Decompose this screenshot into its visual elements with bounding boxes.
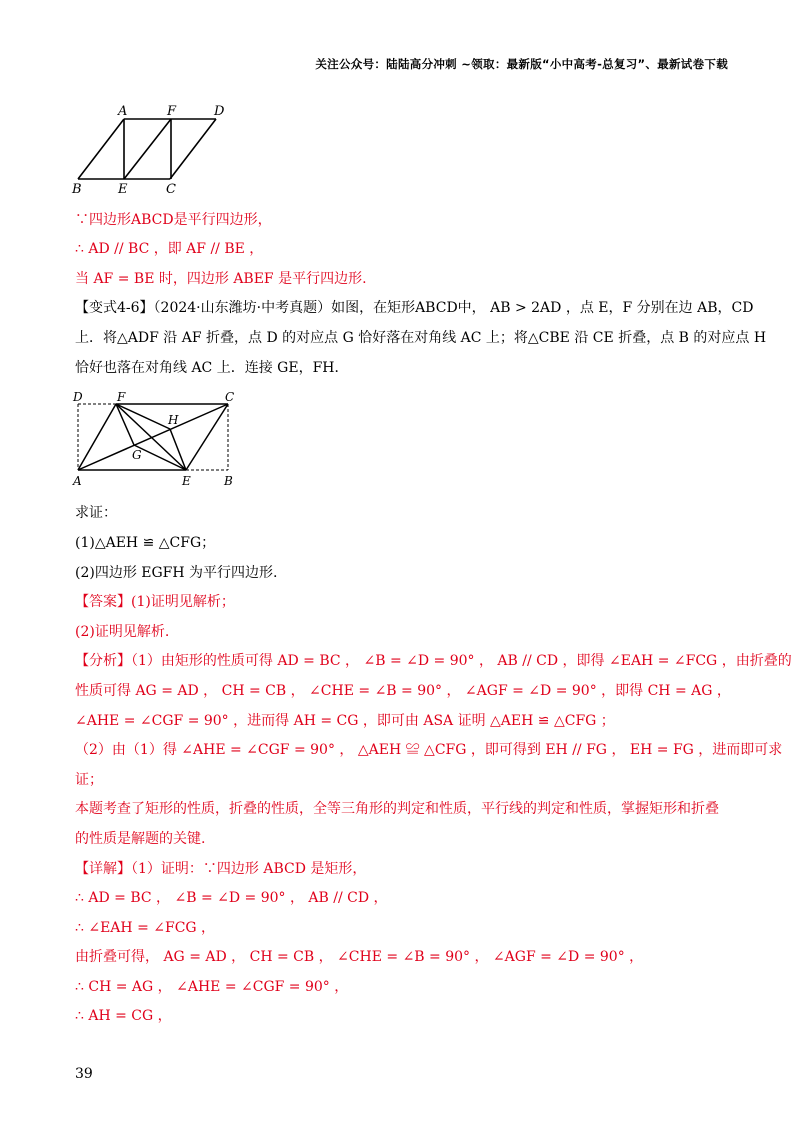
figure-parallelogram: [70, 100, 240, 195]
detail-line-6: ∴ AH = CG ，: [75, 1008, 172, 1024]
answer-line-1: 【答案】(1)证明见解析；: [75, 594, 235, 610]
detail-line-2: ∴ AD = BC ， ∠B = ∠D = 90° ， AB // CD ，: [75, 890, 388, 906]
detail-line-1: 【详解】（1）证明：∵四边形 ABCD 是矩形，: [75, 861, 367, 877]
figure-rectangle-fold: [68, 388, 248, 488]
detail-line-3: ∴ ∠EAH = ∠FCG ，: [75, 920, 216, 936]
label-A: A: [118, 104, 128, 119]
label-C: C: [166, 182, 176, 195]
analysis-line-7: 的性质是解题的关键.: [75, 831, 206, 847]
label-D: D: [214, 104, 225, 119]
label-F: F: [117, 390, 126, 404]
analysis-line-5: 证；: [75, 772, 103, 788]
analysis-line-3: ∠AHE = ∠CGF = 90° ，进而得 AH = CG ，即可由 ASA 证明 △AEH ≌ △CFG ；: [75, 713, 615, 729]
problem-line-3: 恰好也落在对角线 AC 上．连接 GE，FH．: [75, 360, 349, 376]
intro-line-3: 当 AF = BE 时，四边形 ABEF 是平行四边形.: [75, 271, 367, 287]
page-number: 39: [75, 1066, 93, 1082]
label-E: E: [182, 474, 191, 488]
intro-line-1: ∵四边形ABCD是平行四边形，: [75, 212, 272, 228]
analysis-line-4: （2）由（1）得 ∠AHE = ∠CGF = 90° ， △AEH ≌ △CFG ，即可得到 EH // FG ， EH = FG ，进而即可求: [75, 742, 783, 758]
problem-text-1: （2024·山东潍坊·中考真题）如图，在矩形ABCD中， AB > 2AD ，点 E，F 分别在边 AB，CD: [153, 300, 754, 316]
prove-part-1: (1)△AEH ≌ △CFG；: [75, 535, 216, 551]
analysis-line-2: 性质可得 AG = AD ， CH = CB ， ∠CHE = ∠B = 90° ， ∠AGF = ∠D = 90° ，即得 CH = AG ，: [75, 683, 731, 699]
label-B: B: [72, 182, 82, 195]
page-header: 关注公众号：陆陆高分冲刺 ~领取：最新版“小中高考-总复习”、最新试卷下载: [315, 57, 728, 71]
prove-title: 求证：: [75, 505, 117, 521]
detail-line-4: 由折叠可得， AG = AD ， CH = CB ， ∠CHE = ∠B = 90° ， ∠AGF = ∠D = 90° ，: [75, 949, 644, 965]
label-B: B: [224, 474, 233, 488]
analysis-line-6: 本题考查了矩形的性质，折叠的性质，全等三角形的判定和性质，平行线的判定和性质，掌握矩形和折叠: [75, 801, 719, 817]
label-E: E: [118, 182, 128, 195]
problem-line-1: [75, 298, 753, 318]
intro-line-2: ∴ AD // BC ，即 AF // BE ，: [75, 241, 264, 257]
label-A: A: [73, 474, 82, 488]
label-C: C: [225, 390, 235, 404]
label-G: G: [132, 448, 142, 462]
answer-line-2: (2)证明见解析.: [75, 624, 170, 640]
label-F: F: [167, 104, 177, 119]
label-D: D: [73, 390, 83, 404]
detail-line-5: ∴ CH = AG ， ∠AHE = ∠CGF = 90° ，: [75, 979, 349, 995]
analysis-line-1: 【分析】（1）由矩形的性质可得 AD = BC ， ∠B = ∠D = 90° ， AB // CD ，即得 ∠EAH = ∠FCG ，由折叠的: [75, 653, 792, 669]
prove-part-2: (2)四边形 EGFH 为平行四边形.: [75, 565, 278, 581]
problem-line-2: 上．将△ADF 沿 AF 折叠，点 D 的对应点 G 恰好落在对角线 AC 上；将△CBE 沿 CE 折叠，点 B 的对应点 H: [75, 330, 767, 346]
problem-tag: 【变式4-6】: [75, 300, 154, 316]
label-H: H: [168, 413, 179, 427]
